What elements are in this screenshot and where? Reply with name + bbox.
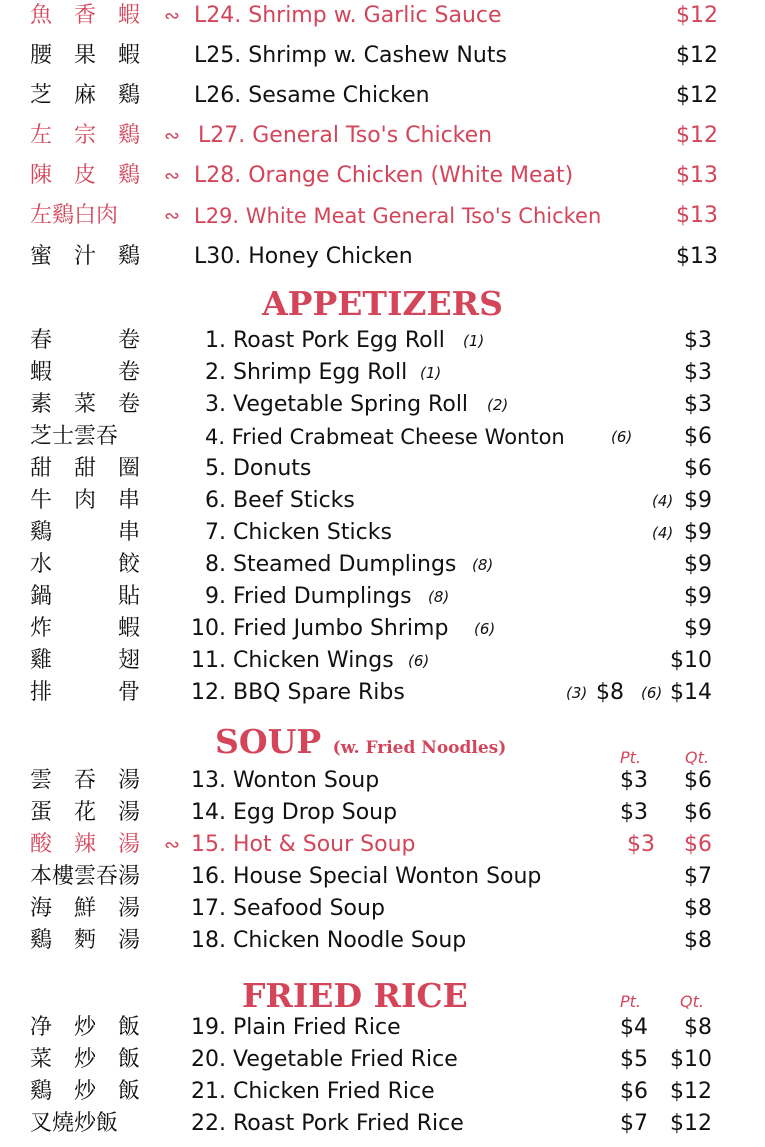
item-name: L27. General Tso's Chicken	[198, 123, 493, 148]
item-quantity-small: (3)	[566, 684, 588, 702]
item-price: $12	[676, 123, 718, 148]
chinese-name: 魚 香 蝦	[30, 3, 141, 28]
chinese-name: 左鷄白肉	[30, 203, 119, 228]
menu-item-11	[0, 645, 765, 677]
item-name: 20. Vegetable Fried Rice	[191, 1047, 458, 1072]
column-header-pint: Pt.	[620, 992, 642, 1011]
item-price-pint: $7	[620, 1111, 648, 1136]
menu-item-18	[0, 925, 765, 957]
section-title-appetizers: APPETIZERS	[262, 284, 503, 323]
menu-item-l27	[0, 120, 765, 152]
item-name: L30. Honey Chicken	[194, 244, 413, 269]
item-price-quart: $12	[670, 1079, 712, 1104]
item-name: 6. Beef Sticks	[205, 488, 355, 513]
item-price-quart: $7	[684, 864, 712, 889]
item-price-quart: $8	[684, 1015, 712, 1040]
chinese-name: 鷄 炒 飯	[30, 1079, 141, 1104]
chinese-name: 炸 蝦	[30, 616, 141, 641]
item-quantity: (4)	[652, 524, 674, 542]
menu-item-15	[0, 829, 765, 861]
spicy-icon: ∾	[164, 205, 180, 227]
item-name: 13. Wonton Soup	[191, 768, 380, 793]
menu-item-9	[0, 581, 765, 613]
column-header-quart: Qt.	[685, 748, 709, 767]
chinese-name: 净 炒 飯	[30, 1015, 141, 1040]
item-name: 17. Seafood Soup	[191, 896, 385, 921]
item-price-quart: $6	[684, 800, 712, 825]
menu-item-7	[0, 517, 765, 549]
item-quantity: (6)	[408, 652, 430, 670]
item-quantity: (4)	[652, 492, 674, 510]
chinese-name: 蛋 花 湯	[30, 800, 141, 825]
item-quantity-large: (6)	[641, 684, 663, 702]
chinese-name: 排 骨	[30, 680, 141, 705]
menu-item-1	[0, 325, 765, 357]
chinese-name: 酸 辣 湯	[30, 832, 141, 857]
chinese-name: 芝士雲吞	[30, 424, 119, 449]
chinese-name: 蜜 汁 鷄	[30, 244, 141, 269]
item-price: $13	[676, 163, 718, 188]
chinese-name: 水 餃	[30, 552, 141, 577]
item-quantity: (6)	[474, 620, 496, 638]
menu-item-13	[0, 765, 765, 797]
column-header-pint: Pt.	[620, 748, 642, 767]
menu-item-l29	[0, 200, 765, 232]
item-name: 21. Chicken Fried Rice	[191, 1079, 435, 1104]
menu-item-4	[0, 421, 765, 453]
chinese-name: 鷄 麪 湯	[30, 928, 141, 953]
chinese-name: 牛 肉 串	[30, 488, 141, 513]
chinese-name: 海 鮮 湯	[30, 896, 141, 921]
item-name: L29. White Meat General Tso's Chicken	[194, 204, 602, 228]
item-price: $13	[676, 244, 718, 269]
item-price-quart: $10	[670, 1047, 712, 1072]
menu-item-17	[0, 893, 765, 925]
section-title-soup	[215, 722, 506, 768]
chinese-name: 鷄 串	[30, 520, 141, 545]
item-price-quart: $8	[684, 928, 712, 953]
menu-item-12	[0, 677, 765, 709]
item-quantity: (8)	[428, 588, 450, 606]
item-price: $9	[684, 552, 712, 577]
chinese-name: 左 宗 鷄	[30, 123, 141, 148]
soup-note: (w. Fried Noodles)	[332, 738, 507, 758]
item-name: 9. Fried Dumplings	[205, 584, 412, 609]
chinese-name: 腰 果 蝦	[30, 43, 141, 68]
menu-item-20	[0, 1044, 765, 1076]
item-price: $3	[684, 328, 712, 353]
item-price: $10	[670, 648, 712, 673]
item-name: 11. Chicken Wings	[191, 648, 394, 673]
item-price: $9	[684, 616, 712, 641]
section-title-fried-rice: FRIED RICE	[242, 976, 468, 1015]
item-name: 19. Plain Fried Rice	[191, 1015, 401, 1040]
item-name: 2. Shrimp Egg Roll	[205, 360, 408, 385]
item-name: 3. Vegetable Spring Roll	[205, 392, 469, 417]
menu-item-19	[0, 1012, 765, 1044]
menu-item-l24	[0, 0, 765, 32]
item-price-quart: $6	[684, 768, 712, 793]
item-name: 12. BBQ Spare Ribs	[191, 680, 405, 705]
chinese-name: 素 菜 卷	[30, 392, 141, 417]
chinese-name: 雲 吞 湯	[30, 768, 141, 793]
item-price-quart: $12	[670, 1111, 712, 1136]
item-name: L25. Shrimp w. Cashew Nuts	[194, 43, 507, 68]
chinese-name: 芝 麻 鷄	[30, 83, 141, 108]
item-price-pint: $3	[620, 768, 648, 793]
menu-item-l30	[0, 241, 765, 273]
menu-item-2	[0, 357, 765, 389]
menu-item-10	[0, 613, 765, 645]
item-price-pint: $6	[620, 1079, 648, 1104]
item-price: $6	[684, 456, 712, 481]
chinese-name: 陳 皮 鷄	[30, 163, 141, 188]
item-quantity: (1)	[463, 332, 485, 350]
item-price: $3	[684, 360, 712, 385]
menu-item-6	[0, 485, 765, 517]
menu-item-22	[0, 1108, 765, 1140]
item-name: L28. Orange Chicken (White Meat)	[194, 163, 574, 188]
chinese-name: 本樓雲吞湯	[30, 864, 141, 889]
item-price-quart: $6	[684, 832, 712, 857]
item-name: 15. Hot & Sour Soup	[191, 832, 416, 857]
item-price-quart: $8	[684, 896, 712, 921]
item-price: $13	[676, 203, 718, 228]
item-price: $9	[684, 488, 712, 513]
menu-item-5	[0, 453, 765, 485]
item-price-pint: $4	[620, 1015, 648, 1040]
chinese-name: 鍋 貼	[30, 584, 141, 609]
menu-item-l28	[0, 160, 765, 192]
item-name: 10. Fried Jumbo Shrimp	[191, 616, 449, 641]
item-quantity: (1)	[420, 364, 442, 382]
soup-title: SOUP	[215, 722, 322, 761]
chinese-name: 菜 炒 飯	[30, 1047, 141, 1072]
item-price: $12	[676, 3, 718, 28]
item-name: 7. Chicken Sticks	[205, 520, 392, 545]
item-price: $3	[684, 392, 712, 417]
item-name: 22. Roast Pork Fried Rice	[191, 1111, 464, 1136]
item-price-pint: $3	[627, 832, 655, 857]
menu-item-l26	[0, 80, 765, 112]
item-price: $6	[684, 424, 712, 449]
chinese-name: 甜 甜 圈	[30, 456, 141, 481]
item-price: $9	[684, 520, 712, 545]
spicy-icon: ∾	[164, 165, 180, 187]
menu-item-8	[0, 549, 765, 581]
spicy-icon: ∾	[164, 125, 180, 147]
menu-item-16	[0, 861, 765, 893]
chinese-name: 叉燒炒飯	[30, 1111, 119, 1136]
item-price: $12	[676, 83, 718, 108]
item-quantity: (8)	[472, 556, 494, 574]
spicy-icon: ∾	[164, 5, 180, 27]
item-name: 16. House Special Wonton Soup	[191, 864, 542, 889]
menu-item-21	[0, 1076, 765, 1108]
item-name: L24. Shrimp w. Garlic Sauce	[194, 3, 502, 28]
item-name: 1. Roast Pork Egg Roll	[205, 328, 445, 353]
item-name: 4. Fried Crabmeat Cheese Wonton	[205, 425, 565, 449]
item-price-small: $8	[596, 680, 624, 705]
spicy-icon: ∾	[164, 834, 180, 856]
item-name: 8. Steamed Dumplings	[205, 552, 457, 577]
item-quantity: (6)	[611, 428, 633, 446]
chinese-name: 雞 翅	[30, 648, 141, 673]
item-name: L26. Sesame Chicken	[194, 83, 430, 108]
item-name: 5. Donuts	[205, 456, 312, 481]
item-quantity: (2)	[487, 396, 509, 414]
menu-item-l25	[0, 40, 765, 72]
chinese-name: 春 卷	[30, 328, 141, 353]
column-header-quart: Qt.	[680, 992, 704, 1011]
item-name: 18. Chicken Noodle Soup	[191, 928, 467, 953]
menu-item-14	[0, 797, 765, 829]
item-name: 14. Egg Drop Soup	[191, 800, 398, 825]
item-price-large: $14	[670, 680, 712, 705]
menu-item-3	[0, 389, 765, 421]
item-price-pint: $3	[620, 800, 648, 825]
chinese-name: 蝦 卷	[30, 360, 141, 385]
item-price-pint: $5	[620, 1047, 648, 1072]
item-price: $9	[684, 584, 712, 609]
item-price: $12	[676, 43, 718, 68]
